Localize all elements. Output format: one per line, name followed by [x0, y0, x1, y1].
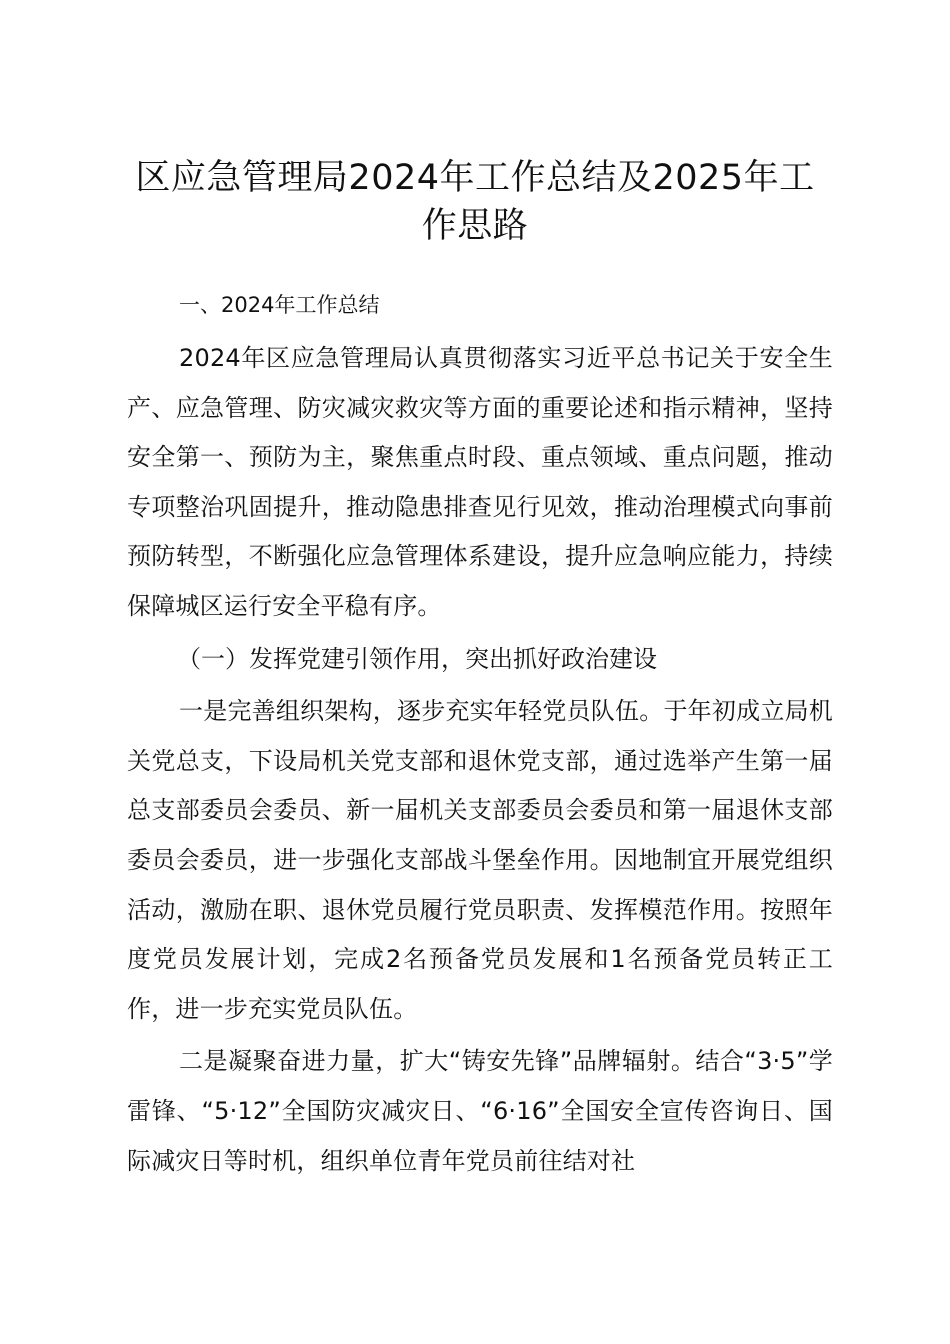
subsection-heading: （一）发挥党建引领作用，突出抓好政治建设: [177, 644, 657, 673]
paragraph-organization: 一是完善组织架构，逐步充实年轻党员队伍。于年初成立局机关党总支，下设局机关党支部和退休党支部，通过选举产生第一届总支部委员会委员、新一届机关支部委员会委员和第一届退休支部委员会委员，进一步强化支部战斗堡垒作用。因地制宜开展党组织活动，激励在职、退休党员履行党员职责、发挥模范作用。按照年度党员发展计划，完成2名预备党员发展和1名预备党员转正工作，进一步充实党员队伍。: [127, 697, 833, 1023]
document-title: 区应急管理局2024年工作总结及2025年工作思路: [135, 158, 815, 246]
document-body: [127, 285, 833, 1186]
paragraph-summary: 2024年区应急管理局认真贯彻落实习近平总书记关于安全生产、应急管理、防灾减灾救灾等方面的重要论述和指示精神，坚持安全第一、预防为主，聚焦重点时段、重点领域、重点问题，推动专项整治巩固提升，推动隐患排查见行见效，推动治理模式向事前预防转型，不断强化应急管理体系建设，提升应急响应能力，持续保障城区运行安全平稳有序。: [127, 344, 833, 620]
paragraph-brand: 二是凝聚奋进力量，扩大“铸安先锋”品牌辐射。结合“3·5”学雷锋、“5·12”全国防灾减灾日、“6·16”全国安全宣传咨询日、国际减灾日等时机，组织单位青年党员前往结对社: [127, 1047, 833, 1175]
section-heading: 一、2024年工作总结: [179, 293, 380, 317]
